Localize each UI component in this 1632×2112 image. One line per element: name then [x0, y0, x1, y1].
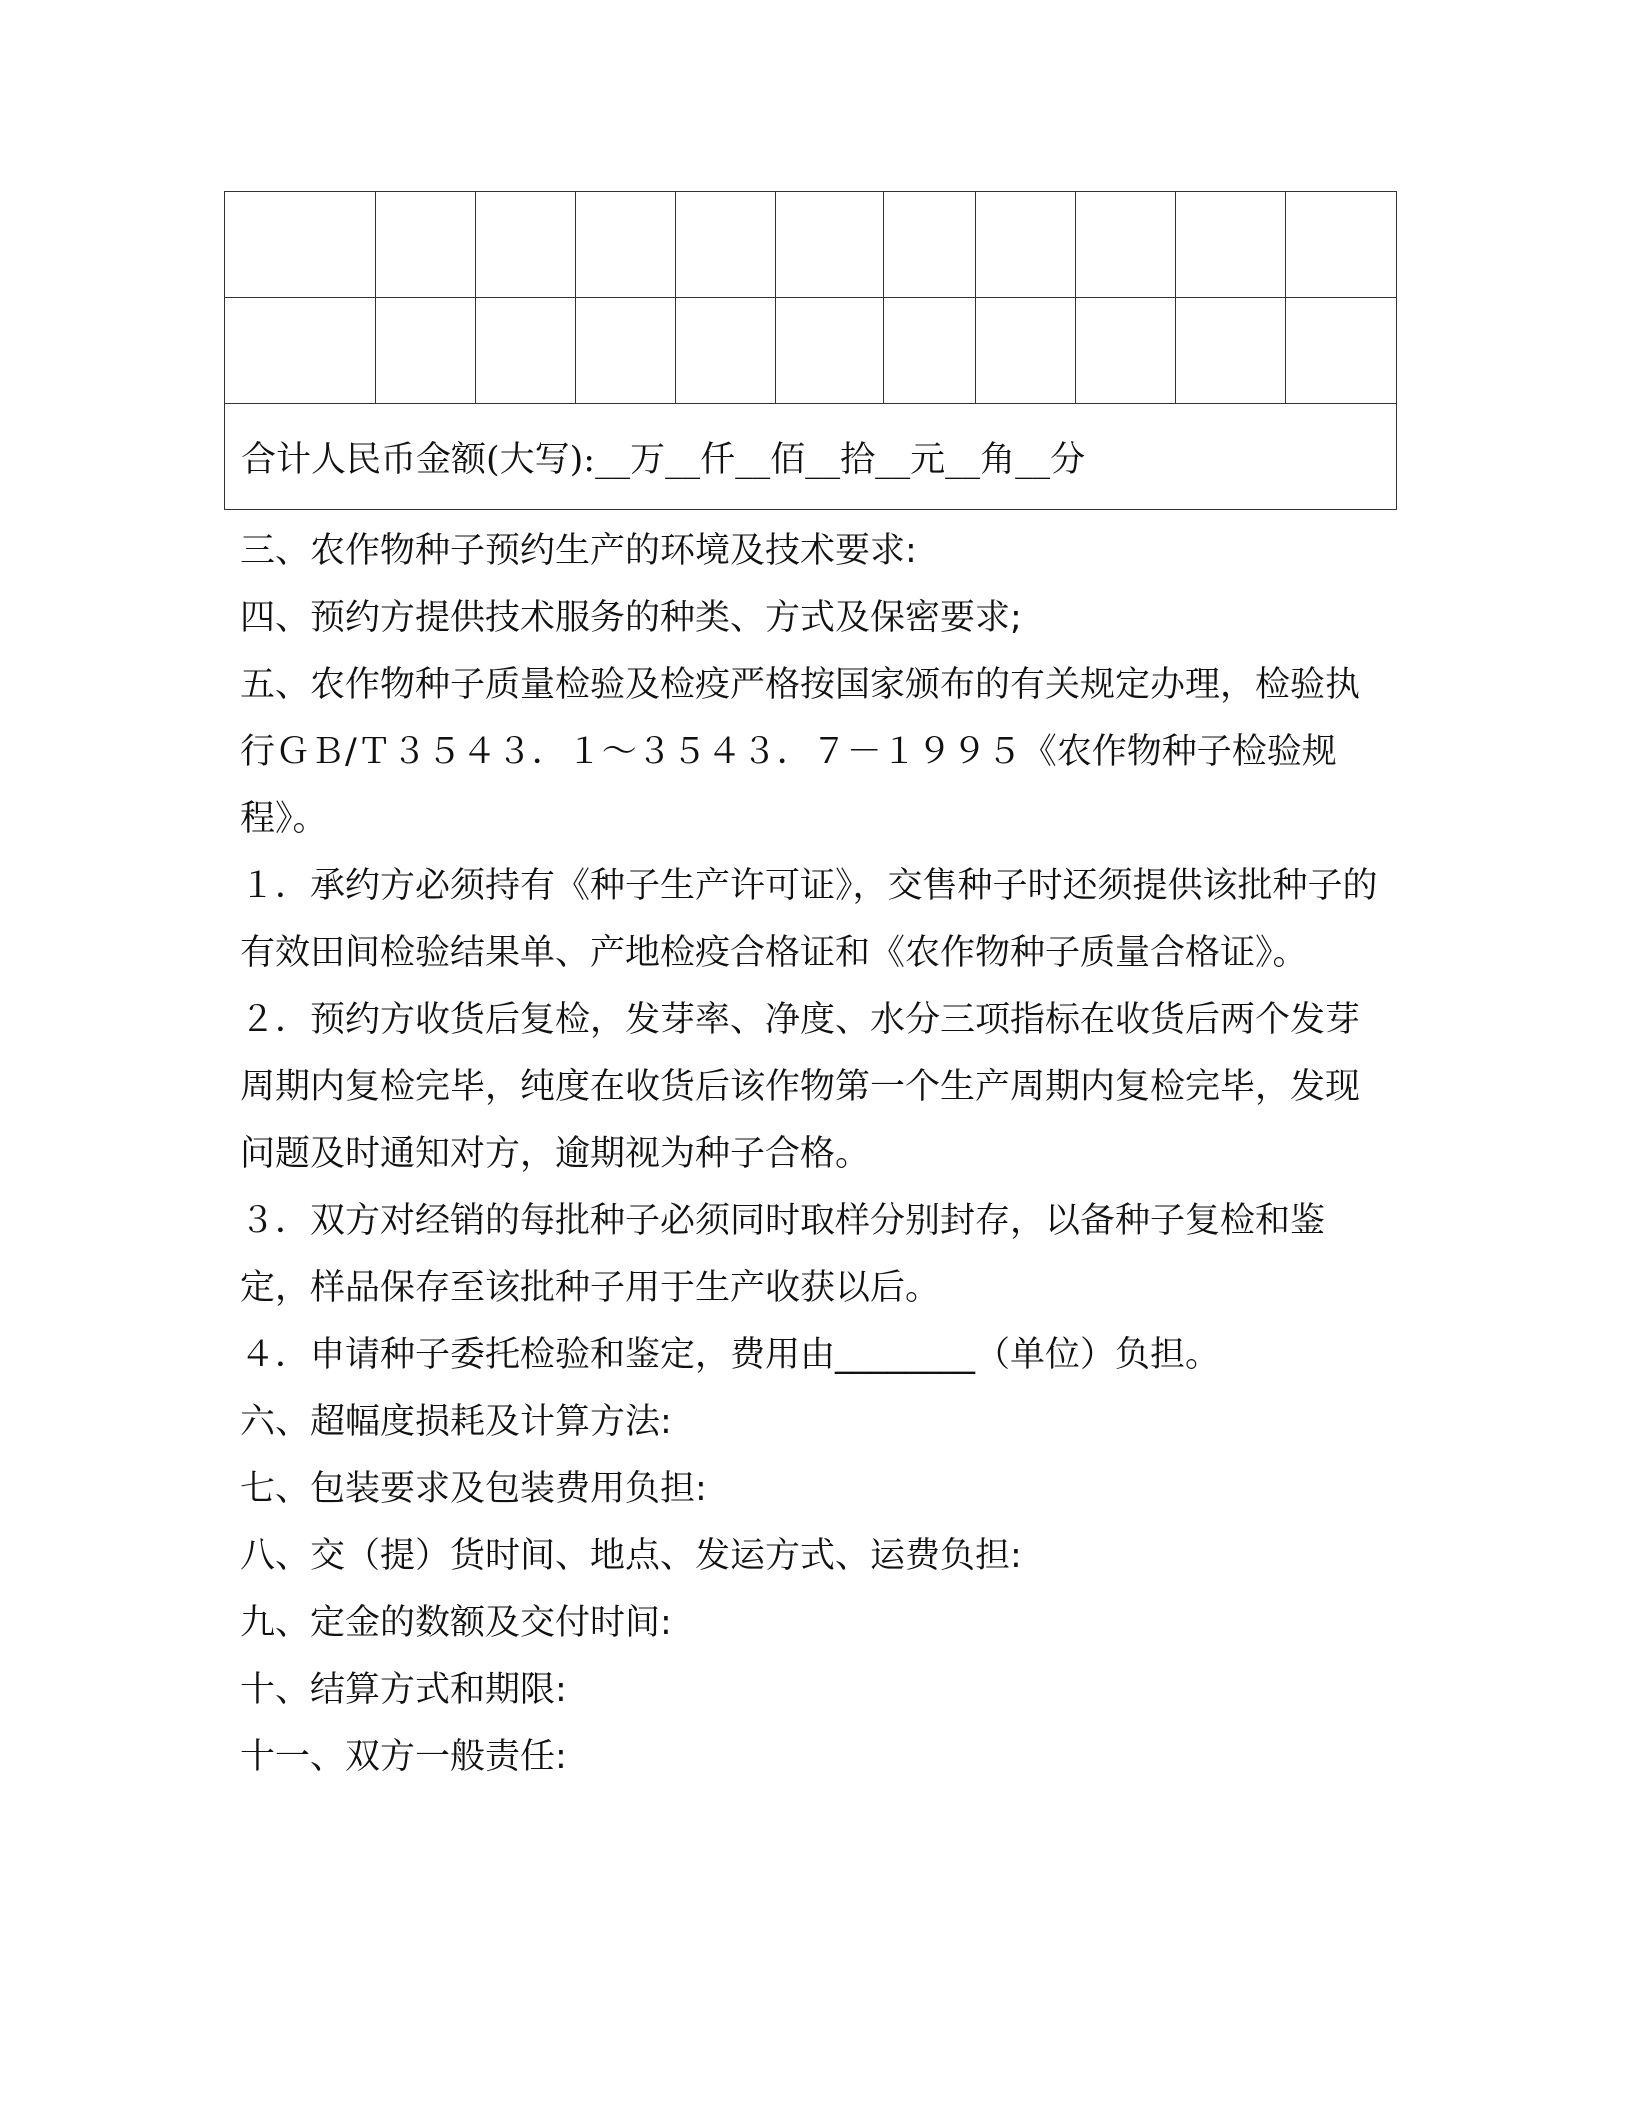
clause-11: 十一、双方一般责任: — [240, 1737, 567, 1777]
table-cell — [1176, 298, 1286, 404]
table-cell — [476, 298, 576, 404]
clause-10: 十、结算方式和期限: — [240, 1670, 567, 1710]
table-cell — [376, 298, 476, 404]
table-cell — [476, 192, 576, 298]
clause-7: 七、包装要求及包装费用负担: — [240, 1469, 707, 1509]
table-cell — [1286, 298, 1397, 404]
table-cell — [976, 192, 1076, 298]
clause-5-item-4: ４．申请种子委托检验和鉴定，费用由________（单位）负担。 — [240, 1335, 1221, 1375]
table-cell — [576, 192, 676, 298]
table-cell — [225, 192, 376, 298]
clause-5-item-1: １．承约方必须持有《种子生产许可证》，交售种子时还须提供该批种子的有效田间检验结果单、产地检疫合格证和《农作物种子质量合格证》。 — [240, 866, 1378, 973]
table-cell — [776, 298, 884, 404]
clause-5-item-3: ３．双方对经销的每批种子必须同时取样分别封存，以备种子复检和鉴定，样品保存至该批种子用于生产收获以后。 — [240, 1201, 1326, 1308]
table-cell — [776, 192, 884, 298]
table-cell — [1076, 298, 1176, 404]
total-row — [225, 404, 1397, 510]
clause-3: 三、农作物种子预约生产的环境及技术要求: — [240, 531, 917, 571]
total-amount-label: 合计人民币金额(大写):__万__仟__佰__拾__元__角__分 — [225, 404, 1397, 510]
table-row — [225, 192, 1397, 298]
table-cell — [676, 298, 776, 404]
clause-9: 九、定金的数额及交付时间: — [240, 1603, 672, 1643]
table-cell — [1076, 192, 1176, 298]
contract-clauses — [240, 518, 1390, 1791]
table-cell — [1286, 192, 1397, 298]
clause-5-item-2: ２．预约方收货后复检，发芽率、净度、水分三项指标在收货后两个发芽周期内复检完毕，纯度在收货后该作物第一个生产周期内复检完毕，发现问题及时通知对方，逾期视为种子合格。 — [240, 1000, 1361, 1174]
table-cell — [376, 192, 476, 298]
clause-6: 六、超幅度损耗及计算方法: — [240, 1402, 672, 1442]
table-cell — [884, 192, 976, 298]
table-cell — [676, 192, 776, 298]
clause-5: 五、农作物种子质量检验及检疫严格按国家颁布的有关规定办理，检验执行ＧＢ/Ｔ３５４３．１～３５４３．７－１９９５《农作物种子检验规程》。 — [240, 665, 1361, 839]
table-row — [225, 298, 1397, 404]
clause-4: 四、预约方提供技术服务的种类、方式及保密要求; — [240, 598, 1022, 638]
goods-table — [224, 191, 1397, 510]
table-cell — [225, 298, 376, 404]
table-cell — [576, 298, 676, 404]
table-cell — [884, 298, 976, 404]
table-cell — [976, 298, 1076, 404]
table-cell — [1176, 192, 1286, 298]
clause-8: 八、交（提）货时间、地点、发运方式、运费负担: — [240, 1536, 1022, 1576]
